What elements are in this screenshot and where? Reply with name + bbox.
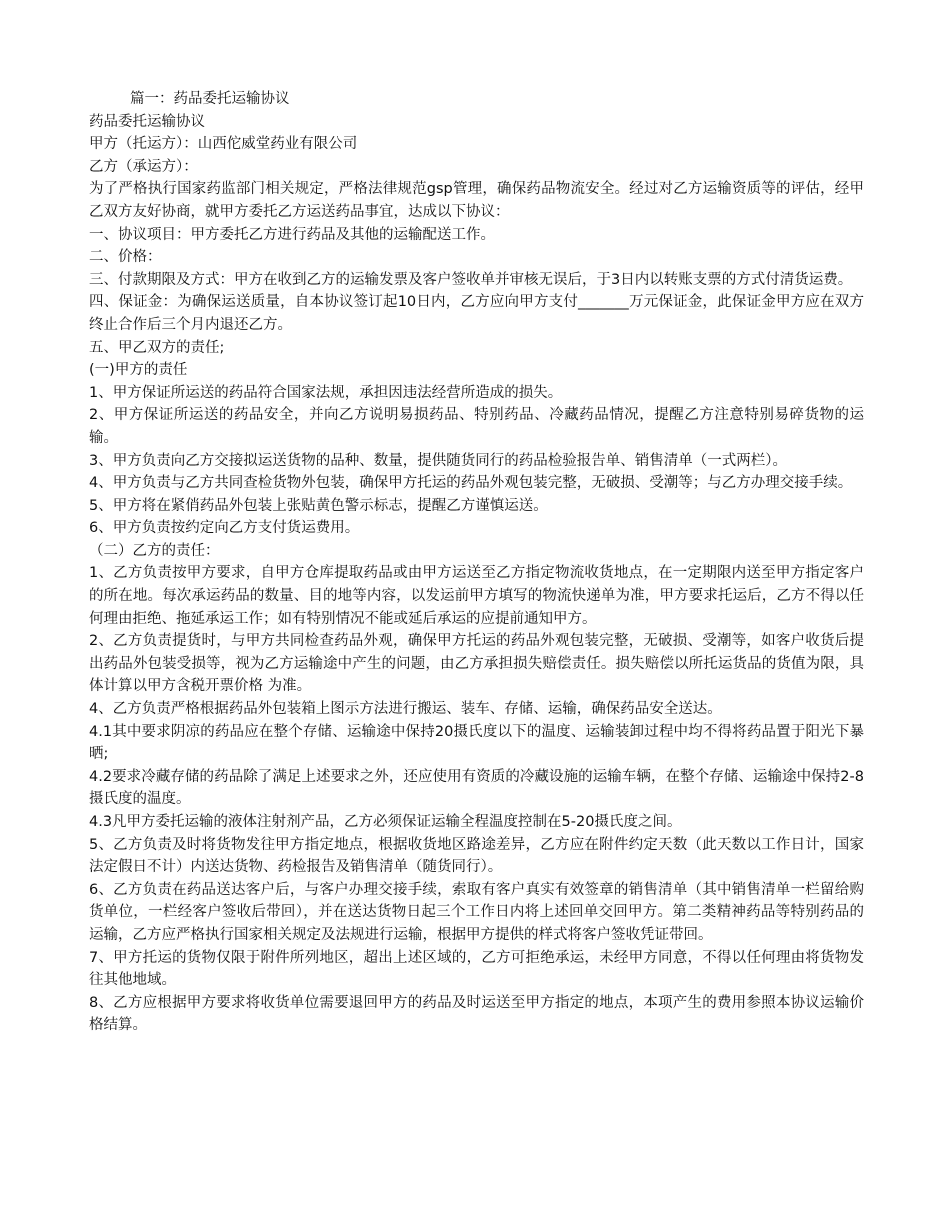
party-a-item-1: 1、甲方保证所运送的药品符合国家法规，承担因违法经营所造成的损失。 [89,384,563,401]
agreement-title: 药品委托运输协议 [89,113,205,130]
document-heading: 篇一：药品委托运输协议 [130,91,290,107]
clause-4: 四、保证金：为确保运送质量，自本协议签订起10日内，乙方应向甲方支付_______万元保证金，此保证金甲方应在双方终止合作后三个月内退还乙方。 [89,294,864,333]
party-b-responsibility-heading: （二）乙方的责任： [89,542,220,559]
party-b-item-1: 1、乙方负责按甲方要求，自甲方仓库提取药品或由甲方运送至乙方指定物流收货地点，在一定期限内送至甲方指定客户的所在地。每次承运药品的数量、目的地等内容，以发运前甲方填写的物流快递单为准，甲方要求托运后，乙方不得以任何理由拒绝、拖延承运工作；如有特别情况不能或延后承运的应提前通知甲方。 [89,565,864,627]
party-a-line: 甲方（托运方）：山西佗威堂药业有限公司 [89,136,358,153]
preamble-paragraph: 为了严格执行国家药监部门相关规定，严格法律规范gsp管理，确保药品物流安全。经过对乙方运输资质等的评估，经甲乙双方友好协商，就甲方委托乙方运送药品事宜，达成以下协议： [89,181,864,220]
party-a-responsibility-heading: (一)甲方的责任 [89,362,188,379]
clause-5-heading: 五、甲乙双方的责任; [89,339,225,356]
party-b-item-4-3: 4.3凡甲方委托运输的液体注射剂产品，乙方必须保证运输全程温度控制在5-20摄氏度之间。 [89,814,682,830]
clause-3: 三、付款期限及方式：甲方在收到乙方的运输发票及客户签收单并审核无误后，于3日内以转账支票的方式付清货运费。 [89,271,853,288]
party-a-item-4: 4、甲方负责与乙方共同查检货物外包装，确保甲方托运的药品外观包装完整，无破损、受潮等；与乙方办理交接手续。 [89,475,853,492]
party-b-item-4-2: 4.2要求冷藏存储的药品除了满足上述要求之外，还应使用有资质的冷藏设施的运输车辆，在整个存储、运输途中保持2-8摄氏度的温度。 [89,768,864,808]
party-b-item-5: 5、乙方负责及时将货物发往甲方指定地点，根据收货地区路途差异，乙方应在附件约定天数（此天数以工作日计，国家法定假日不计）内送达货物、药检报告及销售清单（随货同行）。 [89,836,864,876]
party-b-item-6: 6、乙方负责在药品送达客户后，与客户办理交接手续，索取有客户真实有效签章的销售清单（其中销售清单一栏留给购货单位，一栏经客户签收后带回），并在送达货物日起三个工作日内将上述回单交回甲方。第二类精神药品等特别药品的运输，乙方应严格执行国家相关规定及法规进行运输，根据甲方提供的样式将客户签收凭证带回。 [89,881,864,943]
party-b-line: 乙方（承运方）： [89,158,198,175]
clause-1: 一、协议项目：甲方委托乙方进行药品及其他的运输配送工作。 [89,226,495,243]
party-b-item-7: 7、甲方托运的货物仅限于附件所列地区，超出上述区域的，乙方可拒绝承运，未经甲方同意，不得以任何理由将货物发往其他地域。 [89,949,864,989]
party-b-item-8: 8、乙方应根据甲方要求将收货单位需要退回甲方的药品及时运送至甲方指定的地点，本项产生的费用参照本协议运输价格结算。 [89,994,864,1034]
party-a-item-6: 6、甲方负责按约定向乙方支付货运费用。 [89,520,360,537]
document-body [89,88,864,1037]
party-b-item-2: 2、乙方负责提货时，与甲方共同检查药品外观，确保甲方托运的药品外观包装完整，无破损、受潮等，如客户收货后提出药品外包装受损等，视为乙方运输途中产生的问题，由乙方承担损失赔偿责任。损失赔偿以所托运货品的货值为限，具体计算以甲方含税开票价格 为准。 [89,633,864,695]
clause-2: 二、价格： [89,249,162,266]
party-a-item-3: 3、甲方负责向乙方交接拟运送货物的品种、数量，提供随货同行的药品检验报告单、销售清单（一式两栏）。 [89,452,787,469]
party-a-item-5: 5、甲方将在紧俏药品外包装上张贴黄色警示标志，提醒乙方谨慎运送。 [89,497,548,514]
party-a-item-2: 2、甲方保证所运送的药品安全，并向乙方说明易损药品、特别药品、冷藏药品情况，提醒乙方注意特别易碎货物的运输。 [89,407,864,446]
party-b-item-4: 4、乙方负责严格根据药品外包装箱上图示方法进行搬运、装车、存储、运输，确保药品安全送达。 [89,701,722,718]
party-b-item-4-1: 4.1其中要求阴凉的药品应在整个存储、运输途中保持20摄氏度以下的温度、运输装卸过程中均不得将药品置于阳光下暴晒; [89,723,864,763]
